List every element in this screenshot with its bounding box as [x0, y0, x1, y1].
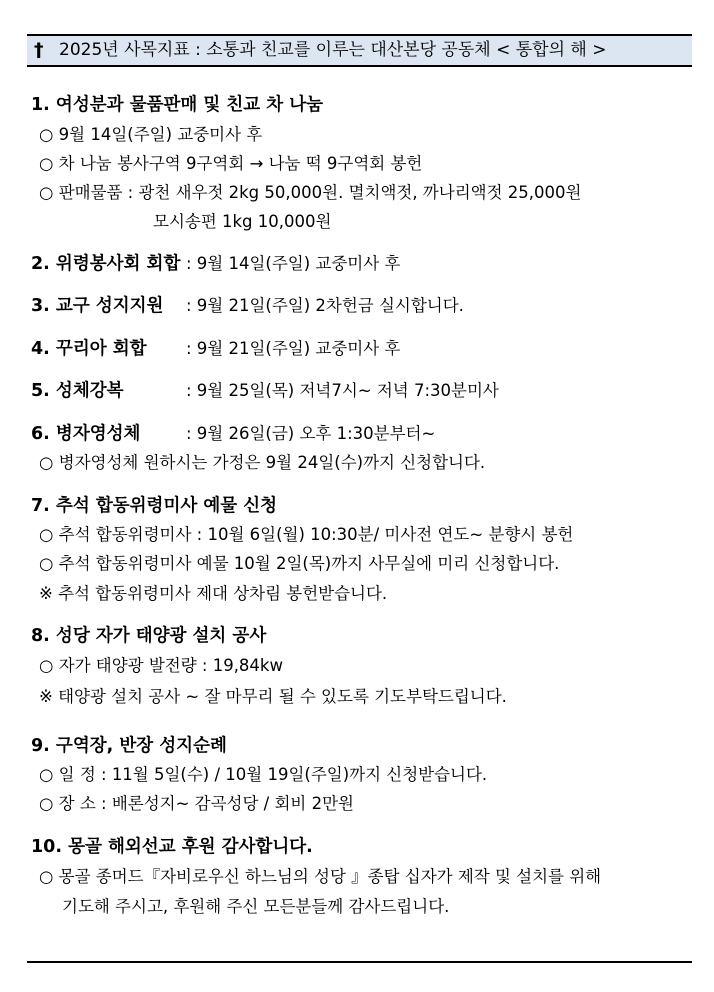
section-1-line-3: ○ 판매물품 : 광천 새우젓 2kg 50,000원. 멸치액젓, 까나리액젓 25,000원 — [39, 183, 582, 202]
section-7-line-2: ○ 추석 합동위령미사 예물 10월 2일(목)까지 사무실에 미리 신청합니다. — [39, 554, 560, 573]
section-2-heading: 2. 위령봉사회 회합 — [31, 254, 181, 274]
section-1-line-4: 모시송편 1kg 10,000원 — [153, 212, 332, 231]
section-3-heading: 3. 교구 성지지원 — [31, 296, 164, 316]
motto-banner — [27, 34, 692, 67]
section-10-line-2: 기도해 주시고, 후원해 주신 모든분들께 감사드립니다. — [62, 897, 450, 916]
section-6-detail: : 9월 26일(금) 오후 1:30분부터~ — [186, 424, 436, 443]
section-8-line-1: ○ 자가 태양광 발전량 : 19,84kw — [39, 656, 283, 675]
section-4-heading: 4. 꾸리아 회합 — [31, 339, 147, 359]
section-2-detail: : 9월 14일(주일) 교중미사 후 — [186, 254, 401, 273]
section-10-heading: 10. 몽골 해외선교 후원 감사합니다. — [31, 837, 313, 857]
cross-icon: † — [34, 39, 44, 61]
section-7-heading: 7. 추석 합동위령미사 예물 신청 — [31, 496, 278, 516]
section-6-heading: 6. 병자영성체 — [31, 424, 141, 444]
section-1-line-1: ○ 9월 14일(주일) 교중미사 후 — [39, 125, 263, 144]
section-9-heading: 9. 구역장, 반장 성지순례 — [31, 736, 227, 756]
section-1-line-2: ○ 차 나눔 봉사구역 9구역회 → 나눔 떡 9구역회 봉헌 — [39, 154, 423, 173]
section-10-line-1: ○ 몽골 종머드『자비로우신 하느님의 성당 』종탑 십자가 제작 및 설치를 위해 — [39, 867, 602, 886]
section-5-detail: : 9월 25일(목) 저녁7시~ 저녁 7:30분미사 — [186, 381, 499, 400]
section-9-line-1: ○ 일 정 : 11월 5일(수) / 10월 19일(주일)까지 신청받습니다. — [39, 765, 488, 784]
section-9-line-2: ○ 장 소 : 배론성지~ 감곡성당 / 회비 2만원 — [39, 794, 354, 813]
section-7-line-1: ○ 추석 합동위령미사 : 10월 6일(월) 10:30분/ 미사전 연도~ 분향시 봉헌 — [39, 525, 574, 544]
section-5-heading: 5. 성체강복 — [31, 381, 124, 401]
section-4-detail: : 9월 21일(주일) 교중미사 후 — [186, 339, 401, 358]
section-6-line-1: ○ 병자영성체 원하시는 가정은 9월 24일(수)까지 신청합니다. — [39, 453, 486, 472]
section-1-heading: 1. 여성분과 물품판매 및 친교 차 나눔 — [31, 95, 324, 115]
section-8-heading: 8. 성당 자가 태양광 설치 공사 — [31, 626, 267, 646]
section-7-line-3: ※ 추석 합동위령미사 제대 상차림 봉헌받습니다. — [39, 584, 388, 603]
section-3-detail: : 9월 21일(주일) 2차헌금 실시합니다. — [186, 296, 464, 315]
section-8-line-2: ※ 태양광 설치 공사 ~ 잘 마무리 될 수 있도록 기도부탁드립니다. — [39, 687, 507, 706]
motto-title: 2025년 사목지표 : 소통과 친교를 이루는 대산본당 공동체 < 통합의 해 > — [59, 40, 607, 60]
bottom-divider — [27, 961, 692, 963]
